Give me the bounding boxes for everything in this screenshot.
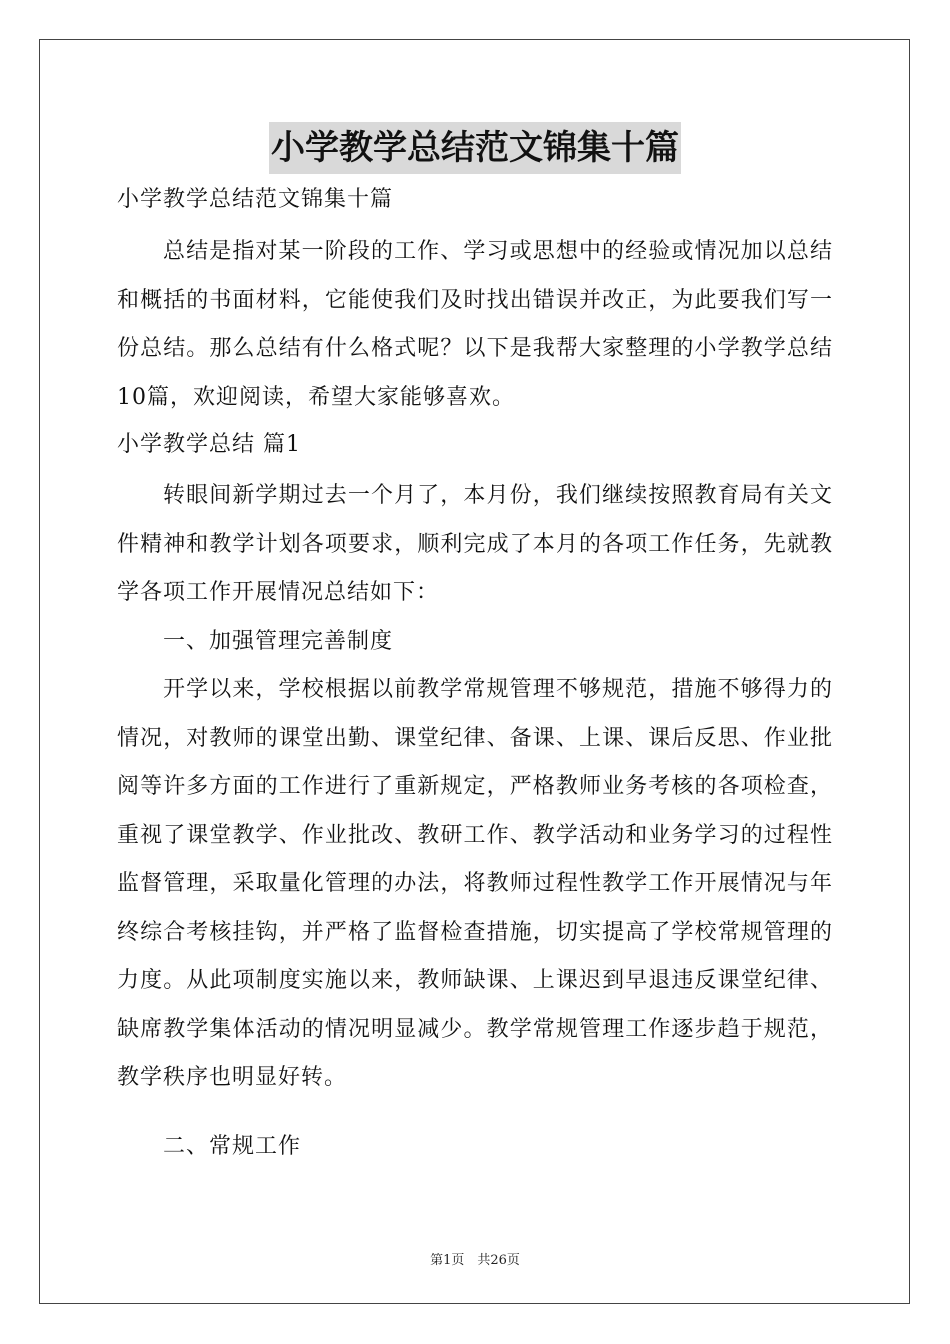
document-subtitle: 小学教学总结范文锦集十篇 bbox=[117, 187, 394, 212]
intro-paragraph: 总结是指对某一阶段的工作、学习或思想中的经验或情况加以总结和概括的书面材料，它能使我们及时找出错误并改正，为此要我们写一份总结。那么总结有什么格式呢？以下是我帮大家整理的小学教学总结10篇，欢迎阅读，希望大家能够喜欢。 bbox=[117, 239, 833, 410]
part-heading: 小学教学总结 篇1 bbox=[117, 432, 301, 457]
page-footer: 第1页 共26页 bbox=[430, 1253, 520, 1268]
part-intro-paragraph: 转眼间新学期过去一个月了，本月份，我们继续按照教育局有关文件精神和教学计划各项要求，顺利完成了本月的各项工作任务，先就教学各项工作开展情况总结如下： bbox=[117, 483, 833, 605]
title-container bbox=[0, 122, 950, 174]
document-body bbox=[117, 178, 833, 1171]
section-1-paragraph: 开学以来，学校根据以前教学常规管理不够规范，措施不够得力的情况，对教师的课堂出勤、课堂纪律、备课、上课、课后反思、作业批阅等许多方面的工作进行了重新规定，严格教师业务考核的各项检查，重视了课堂教学、作业批改、教研工作、教学活动和业务学习的过程性监督管理，采取量化管理的办法，将教师过程性教学工作开展情况与年终综合考核挂钩，并严格了监督检查措施，切实提高了学校常规管理的力度。从此项制度实施以来，教师缺课、上课迟到早退违反课堂纪律、缺席教学集体活动的情况明显减少。教学常规管理工作逐步趋于规范，教学秩序也明显好转。 bbox=[117, 677, 833, 1090]
section-heading-1: 一、加强管理完善制度 bbox=[163, 628, 394, 654]
section-heading-2: 二、常规工作 bbox=[163, 1133, 302, 1159]
document-title: 小学教学总结范文锦集十篇 bbox=[269, 122, 681, 174]
